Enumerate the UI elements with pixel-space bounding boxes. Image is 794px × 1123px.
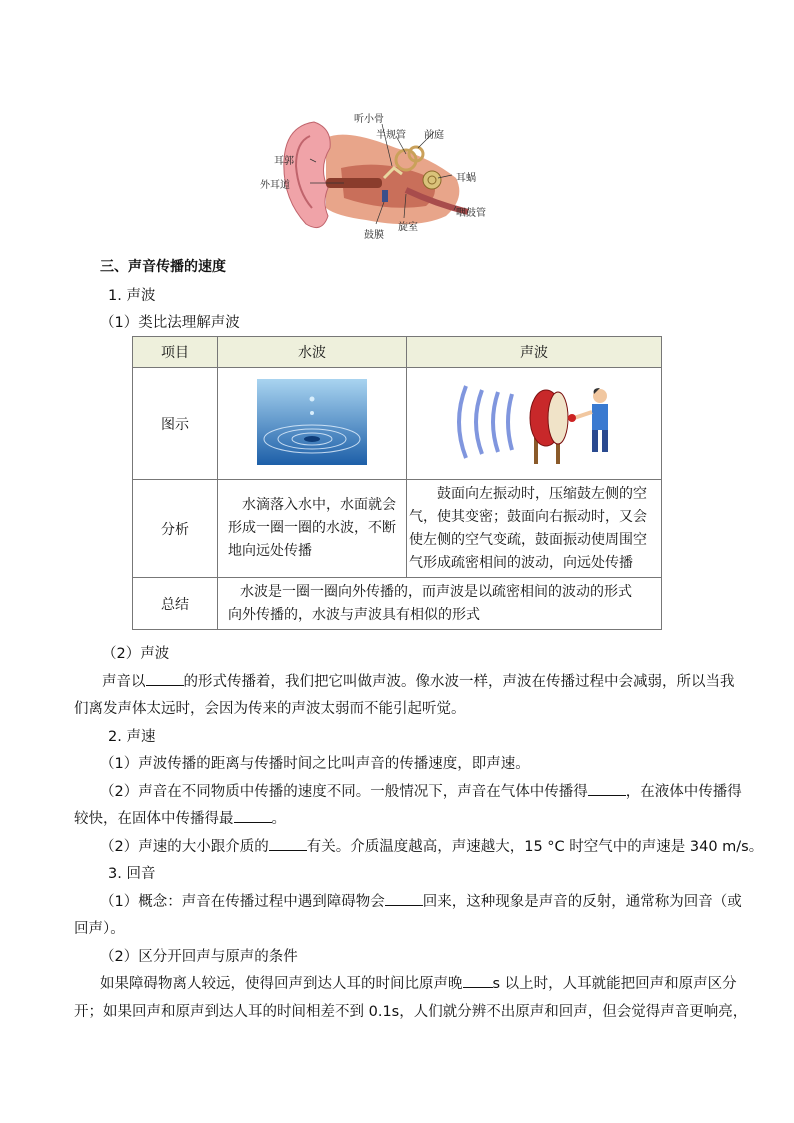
text-fragment: 。 bbox=[271, 811, 286, 827]
echo-condition-heading: （2）区分开回声与原声的条件 bbox=[100, 949, 298, 965]
label-vestibule: 前庭 bbox=[424, 130, 444, 141]
fill-blank bbox=[463, 973, 493, 988]
text-fragment: 回来，这种现象是声音的反射，通常称为回音（或 bbox=[422, 894, 742, 910]
text-fragment: （1）概念：声音在传播过程中遇到障碍物会 bbox=[100, 894, 385, 910]
label-ossicles: 听小骨 bbox=[354, 114, 384, 125]
row-label-figure: 图示 bbox=[133, 368, 218, 480]
row-label-summary: 总结 bbox=[133, 578, 218, 630]
summary-text-line-2: 向外传播的，水波与声波具有相似的形式 bbox=[228, 606, 480, 623]
table-row-analysis bbox=[133, 480, 662, 578]
section-title: 三、声音传播的速度 bbox=[100, 259, 226, 275]
sound-wave-paragraph-line1 bbox=[102, 670, 742, 691]
label-semicircular: 半规管 bbox=[376, 130, 406, 141]
drum-sound-image bbox=[446, 378, 622, 466]
table-row-figure bbox=[133, 368, 662, 480]
label-cochlea: 耳蜗 bbox=[456, 173, 476, 184]
echo-condition-line2: 开；如果回声和原声到达人耳的时间相差不到 0.1s，人们就分辨不出原声和回声，但会觉得声音更响亮， bbox=[74, 1004, 748, 1020]
speed-item-3 bbox=[100, 835, 764, 856]
comparison-table bbox=[132, 336, 662, 630]
text-fragment: 如果障碍物离人较远，使得回声到达人耳的时间比原声晚 bbox=[100, 976, 463, 992]
speed-item-2-line2 bbox=[74, 807, 714, 828]
summary-cell bbox=[218, 578, 662, 630]
sound-wave-image-cell bbox=[407, 368, 662, 480]
analysis-sound-cell bbox=[407, 480, 662, 578]
label-auricle: 耳郭 bbox=[274, 156, 294, 167]
table-row-summary bbox=[133, 578, 662, 630]
text-fragment: s 以上时，人耳就能把回声和原声区分 bbox=[492, 976, 737, 992]
echo-heading: 3. 回音 bbox=[108, 866, 156, 882]
subheading-analogy: （1）类比法理解声波 bbox=[100, 315, 240, 331]
label-ear-canal: 外耳道 bbox=[260, 180, 290, 191]
text-fragment: （2）声音在不同物质中传播的速度不同。一般情况下，声音在气体中传播得 bbox=[100, 784, 588, 800]
ear-anatomy-figure bbox=[256, 108, 496, 244]
speed-item-1: （1）声波传播的距离与传播时间之比叫声音的传播速度，即声速。 bbox=[100, 756, 530, 772]
subheading-sound-wave: 1. 声波 bbox=[108, 288, 156, 304]
summary-text-line-1: 水波是一圈一圈向外传播的，而声波是以疏密相间的波动的形式 bbox=[240, 583, 632, 600]
fill-blank bbox=[385, 891, 423, 906]
echo-condition-line1 bbox=[100, 972, 740, 993]
table-header-row bbox=[133, 337, 662, 368]
analysis-water-cell bbox=[218, 480, 407, 578]
sound-wave-heading: （2）声波 bbox=[102, 646, 170, 662]
text-fragment: ，在液体中传播得 bbox=[625, 784, 742, 800]
water-wave-image-cell bbox=[218, 368, 407, 480]
analysis-sound-text: 鼓面向左振动时，压缩鼓左侧的空气，使其变密；鼓面向右振动时，又会使左侧的空气变疏，鼓面振动使周围空气形成疏密相间的波动，向远处传播 bbox=[409, 485, 647, 571]
echo-concept-line2: 回声）。 bbox=[74, 921, 125, 937]
text-fragment: 的形式传播着，我们把它叫做声波。像水波一样，声波在传播过程中会减弱，所以当我 bbox=[183, 674, 735, 690]
analysis-water-text: 水滴落入水中，水面就会形成一圈一圈的水波，不断地向远处传播 bbox=[228, 497, 396, 559]
fill-blank bbox=[146, 671, 184, 686]
text-fragment: 较快，在固体中传播得最 bbox=[74, 811, 234, 827]
fill-blank bbox=[269, 836, 307, 851]
fill-blank bbox=[588, 781, 626, 796]
fill-blank bbox=[234, 808, 272, 823]
sound-wave-paragraph-line2: 们离发声体太远时，会因为传来的声波太弱而不能引起听觉。 bbox=[74, 701, 466, 717]
label-eustachian: 咽鼓管 bbox=[456, 208, 486, 219]
text-fragment: 有关。介质温度越高，声速越大，15 °C 时空气中的声速是 340 m/s。 bbox=[306, 839, 764, 855]
label-eardrum: 鼓膜 bbox=[364, 230, 384, 241]
water-drop-image bbox=[257, 379, 367, 465]
row-label-analysis: 分析 bbox=[133, 480, 218, 578]
header-sound-wave: 声波 bbox=[407, 337, 662, 368]
header-item: 项目 bbox=[133, 337, 218, 368]
speed-item-2-line1 bbox=[100, 780, 740, 801]
label-vestibule-window: 旋室 bbox=[398, 222, 418, 233]
text-fragment: （2）声速的大小跟介质的 bbox=[100, 839, 269, 855]
speed-heading: 2. 声速 bbox=[108, 729, 156, 745]
header-water-wave: 水波 bbox=[218, 337, 407, 368]
text-fragment: 声音以 bbox=[102, 674, 146, 690]
echo-concept-line1 bbox=[100, 890, 740, 911]
